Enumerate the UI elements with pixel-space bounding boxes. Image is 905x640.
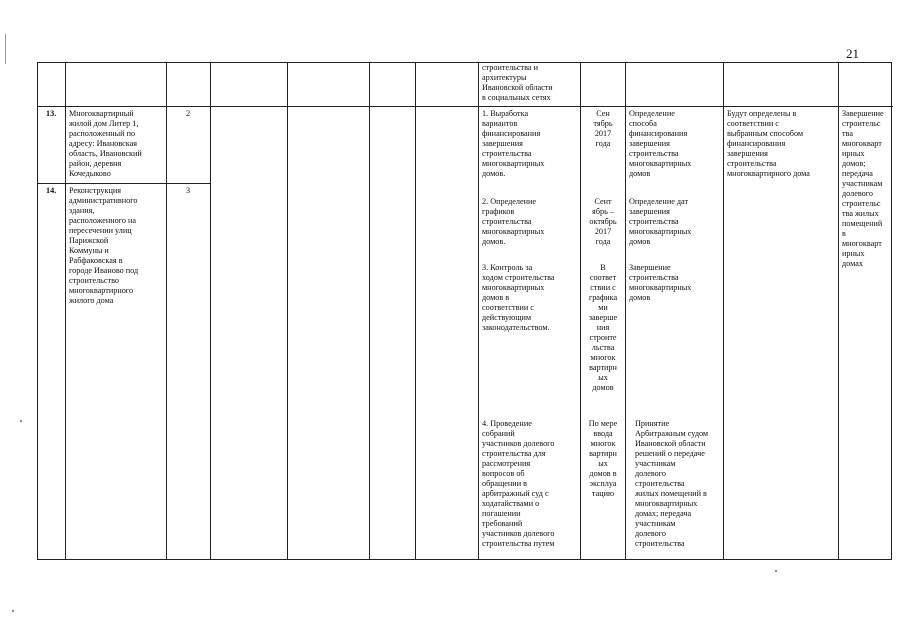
column-divider	[287, 63, 288, 559]
activity-term: Сен тябрь 2017 года	[593, 109, 613, 148]
object-count: 2	[185, 109, 191, 118]
column-divider	[625, 63, 626, 559]
activity-text: 4. Проведение собраний участников долевого строительства для рассмотрения вопросов об обращении в арбитражный суд с ходатайствами о погашении требований участников долевого строительства путем	[482, 419, 555, 548]
column-divider	[580, 63, 581, 559]
column-divider	[415, 63, 416, 559]
column-divider	[166, 63, 167, 559]
page-number: 21	[846, 46, 859, 61]
activity-term: По мере ввода многок вартирн ых домов в эксплуа тацию	[588, 419, 618, 498]
row-number: 13.	[46, 109, 57, 118]
financing-note: Будут определены в соответствии с выбранным способом финансирования завершения строительства многоквартирного дома	[727, 109, 810, 178]
column-divider	[478, 63, 479, 559]
row-number: 14.	[46, 186, 57, 195]
object-count: 3	[185, 186, 191, 195]
activity-text: 2. Определение графиков строительства многоквартирных домов.	[482, 197, 545, 246]
activity-text: 1. Выработка вариантов финансирования завершения строительства многоквартирных домов.	[482, 109, 545, 178]
activity-result: Принятие Арбитражным судом Ивановской области решений о передаче участникам долевого строительства жилых помещений в многоквартирных домах; передача участникам долевого строительства	[635, 419, 709, 548]
activity-result: Определение дат завершения строительства многоквартирных домов	[629, 197, 692, 246]
activity-term: В соответ ствии с графика ми заверше ния строите льства многок вартирн ых домов	[588, 263, 618, 392]
object-name: Многоквартирный жилой дом Литер 1, расположенный по адресу: Ивановская область, Ивановский район, деревня Кочедыково	[69, 109, 142, 178]
scan-speck	[12, 610, 14, 612]
row-divider	[38, 106, 893, 107]
scan-speck	[775, 570, 777, 572]
column-divider	[210, 63, 211, 559]
row-divider	[38, 183, 210, 184]
scan-speck	[20, 420, 22, 422]
activity-cell-top: строительства и архитектуры Ивановской области в социальных сетях	[482, 63, 553, 102]
activity-text: 3. Контроль за ходом строительства многоквартирных домов в соответствии с действующим законодательством.	[482, 263, 555, 332]
activity-result: Завершение строительства многоквартирных домов	[629, 263, 692, 302]
object-name: Реконструкция административного здания, расположенного на пересечении улиц Парижской Коммуны и Рабфаковская в городе Иваново под строительство многоквартирного жилого дома	[69, 186, 139, 305]
column-divider	[838, 63, 839, 559]
column-divider	[65, 63, 66, 559]
column-divider	[723, 63, 724, 559]
final-result: Завершение строительс тва многокварт ирных домов; передача участникам долевого строительс тва жилых помещений в многокварт ирных домах	[842, 109, 884, 268]
column-divider	[369, 63, 370, 559]
plan-table	[37, 62, 892, 560]
activity-term: Сент ябрь – октябрь 2017 года	[589, 197, 617, 246]
scan-margin-mark	[5, 34, 6, 64]
activity-result: Определение способа финансирования завершения строительства многоквартирных домов	[629, 109, 692, 178]
